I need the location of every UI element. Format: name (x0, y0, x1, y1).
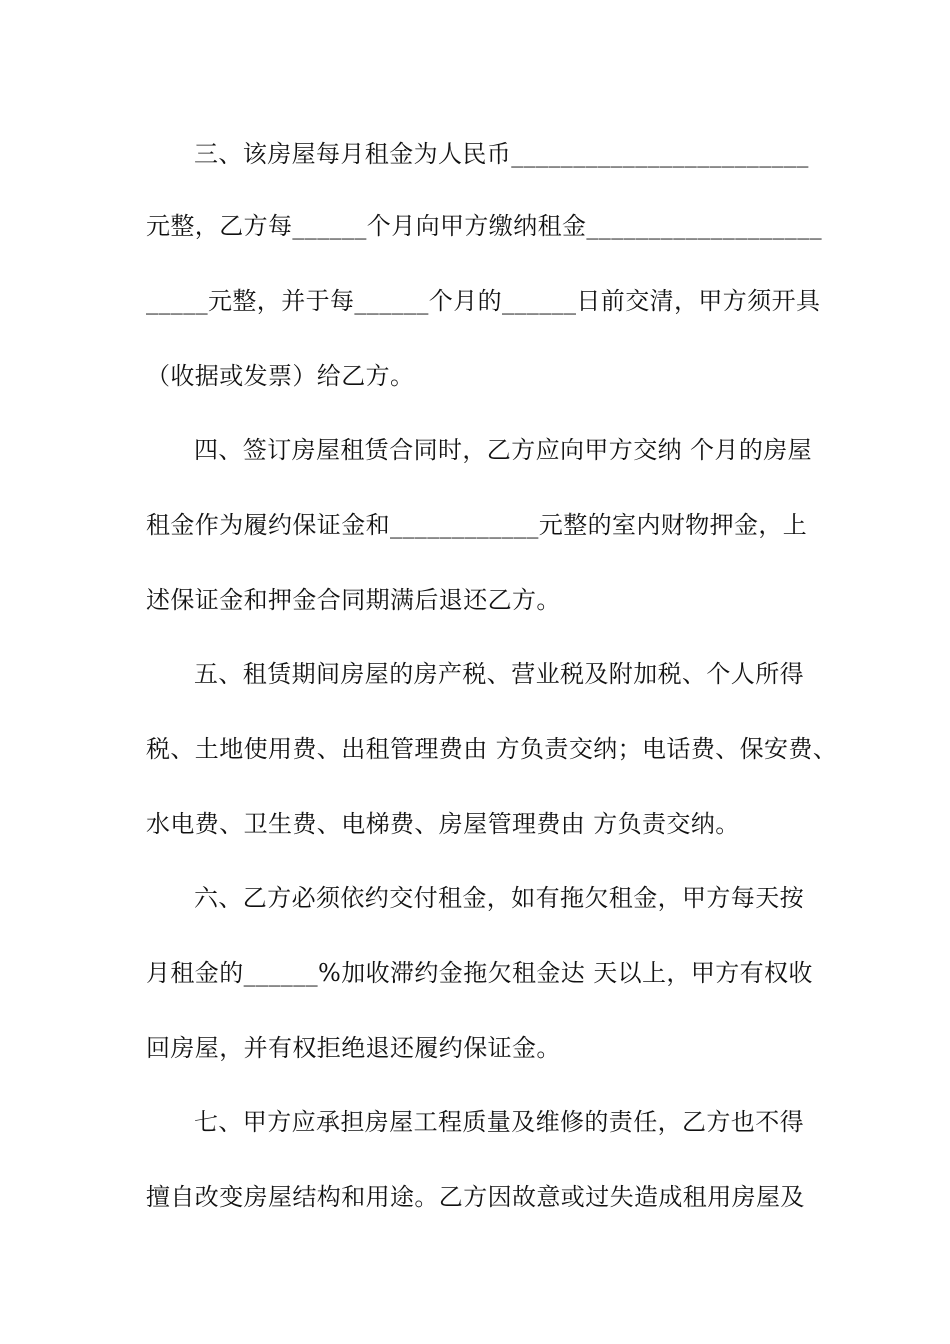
clause-6-line-2: 月租金的______%加收滞约金拖欠租金达 天以上，甲方有权收 (146, 959, 813, 987)
clause-3-line-3: _____元整，并于每______个月的______日前交清，甲方须开具 (146, 287, 821, 315)
clause-7-line-1: 七、甲方应承担房屋工程质量及维修的责任，乙方也不得 (194, 1108, 804, 1136)
clause-5-line-2: 税、土地使用费、出租管理费由 方负责交纳；电话费、保安费、 (146, 735, 838, 763)
clause-7-line-2: 擅自改变房屋结构和用途。乙方因故意或过失造成租用房屋及 (146, 1183, 805, 1211)
clause-5-line-1: 五、租赁期间房屋的房产税、营业税及附加税、个人所得 (194, 660, 804, 688)
clause-4-line-2: 租金作为履约保证金和____________元整的室内财物押金，上 (146, 511, 808, 539)
clause-4-line-3: 述保证金和押金合同期满后退还乙方。 (146, 586, 561, 614)
clause-3-line-4: （收据或发票）给乙方。 (146, 362, 415, 390)
clause-4-line-1: 四、签订房屋租赁合同时，乙方应向甲方交纳 个月的房屋 (194, 436, 813, 464)
clause-6-line-3: 回房屋，并有权拒绝退还履约保证金。 (146, 1034, 561, 1062)
clause-6-line-1: 六、乙方必须依约交付租金，如有拖欠租金，甲方每天按 (194, 884, 804, 912)
clause-5-line-3: 水电费、卫生费、电梯费、房屋管理费由 方负责交纳。 (146, 810, 740, 838)
clause-3-line-1: 三、该房屋每月租金为人民币________________________ (194, 140, 809, 168)
clause-3-line-2: 元整，乙方每______个月向甲方缴纳租金___________________ (146, 212, 822, 240)
